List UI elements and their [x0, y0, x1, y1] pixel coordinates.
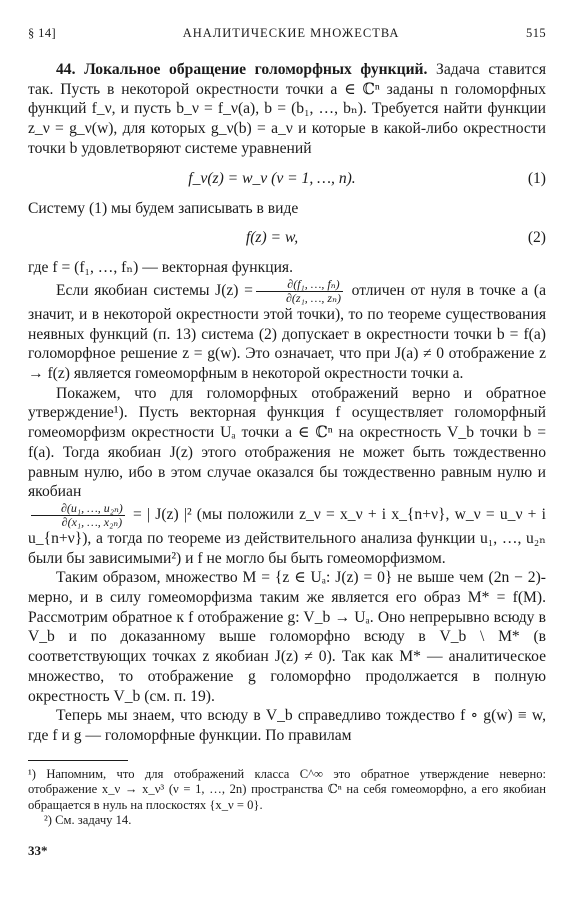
real-jacobian-fraction	[31, 502, 125, 529]
paragraph-converse	[28, 384, 546, 569]
paragraph-vector: где f = (f₁, …, fₙ) — векторная функция.	[28, 259, 293, 277]
page-number: 515	[526, 26, 546, 40]
main-text	[28, 60, 546, 746]
jacobian-rest: отличен от нуля в точке a (а значит, и в некоторой окрестности этой точки), то по теореме существования неявных функций (п. 13) система (2) допускает в окрестности точки b = f(a) голоморфное решение z = g(w). Это означает, что при J(a) ≠ 0 отображение z → f(z) является гомеоморфным в некоторой окрестности точки a.	[28, 282, 546, 383]
converse-rest: = | J(z) |² (мы положили z_ν = x_ν + i x_{n+ν}, w_ν = u_ν + i u_{n+ν}), а тогда по теореме из действительного анализа функции u₁, …, u₂ₙ были бы зависимыми²) и f не могло бы быть гомеоморфизмом.	[28, 506, 546, 567]
jacobian-denominator: ∂(z₁, …, zₙ)	[285, 290, 341, 305]
book-page	[28, 26, 546, 859]
jacobian-fraction	[256, 278, 343, 305]
equation-2-number: (2)	[527, 229, 546, 247]
equation-1-number: (1)	[527, 169, 546, 187]
footnote-2: ²) См. задачу 14.	[44, 813, 132, 828]
paragraph-thus: Таким образом, множество M = {z ∈ Uₐ: J(z) = 0} не выше чем (2n − 2)-мерно, и в силу гомеоморфизма таким же является его образ M* = f(M). Рассмотрим обратное к f отображение g: V_b → Uₐ. Оно непрерывно всюду в V_b и по доказанному выше голоморфно всюду в V_b \ M* (в соответствующих точках z якобиан J(z) ≠ 0). Так как M* — аналитическое множество, то отображение g голоморфно продолжается в полную окрестность V_b (см. п. 19).	[28, 569, 546, 705]
jacobian-numerator: ∂(f₁, …, fₙ)	[256, 278, 343, 292]
equation-2-expr: f(z) = w,	[245, 229, 299, 247]
section-heading: 44. Локальное обращение голоморфных функций.	[56, 61, 428, 78]
paragraph-now: Теперь мы знаем, что всюду в V_b справедливо тождество f ∘ g(w) ≡ w, где f и g — голоморфные функции. По правилам	[28, 707, 546, 744]
paragraph-intro	[28, 60, 546, 159]
real-jacobian-numerator: ∂(u₁, …, u₂ₙ)	[31, 502, 125, 516]
real-jacobian-denominator: ∂(x₁, …, x₂ₙ)	[61, 514, 123, 529]
running-header	[28, 26, 546, 44]
section-ref: § 14]	[28, 26, 57, 40]
chapter-title: АНАЛИТИЧЕСКИЕ МНОЖЕСТВА	[182, 26, 400, 40]
footnote-1: ¹) Напомним, что для отображений класса C^∞ это обратное утверждение неверно: отображение x_ν → x_ν³ (ν = 1, …, 2n) пространства ℂⁿ на себя гомеоморфно, а его якобиан обращается в нуль на плоскостях {x_ν = 0}.	[28, 766, 546, 812]
paragraph-jacobian	[28, 278, 546, 384]
paragraph-system: Систему (1) мы будем записывать в виде	[28, 199, 299, 217]
signature-mark: 33*	[28, 842, 48, 858]
equation-2	[28, 222, 546, 254]
jacobian-intro: Если якобиан системы J(z) =	[56, 282, 253, 299]
footnotes	[28, 767, 546, 829]
footnote-rule	[28, 760, 128, 761]
equation-1-expr: f_ν(z) = w_ν (ν = 1, …, n).	[188, 169, 356, 187]
intro-text: Задача ставится так. Пусть в некоторой окрестности точки a ∈ ℂⁿ заданы n голоморфных функций f_ν, и пусть b_ν = f_ν(a), b = (b₁, …, bₙ). Требуется найти функции z_ν = g_ν(w), для которых g_ν(b) = a_ν и которые в какой-либо окрестности точки b удовлетворяют системе уравнений	[28, 61, 546, 157]
equation-1	[28, 163, 546, 195]
converse-text: Покажем, что для голоморфных отображений верно и обратное утверждение¹). Пусть векторная функция f осуществляет голоморфный гомеоморфизм окрестности Uₐ точки a ∈ ℂⁿ на окрестность V_b точки b = f(a). Тогда якобиан J(z) этого отображения не может быть тождественно равным нулю, ибо в этом случае оказался бы тождественно равным нулю и якобиан	[28, 384, 546, 501]
